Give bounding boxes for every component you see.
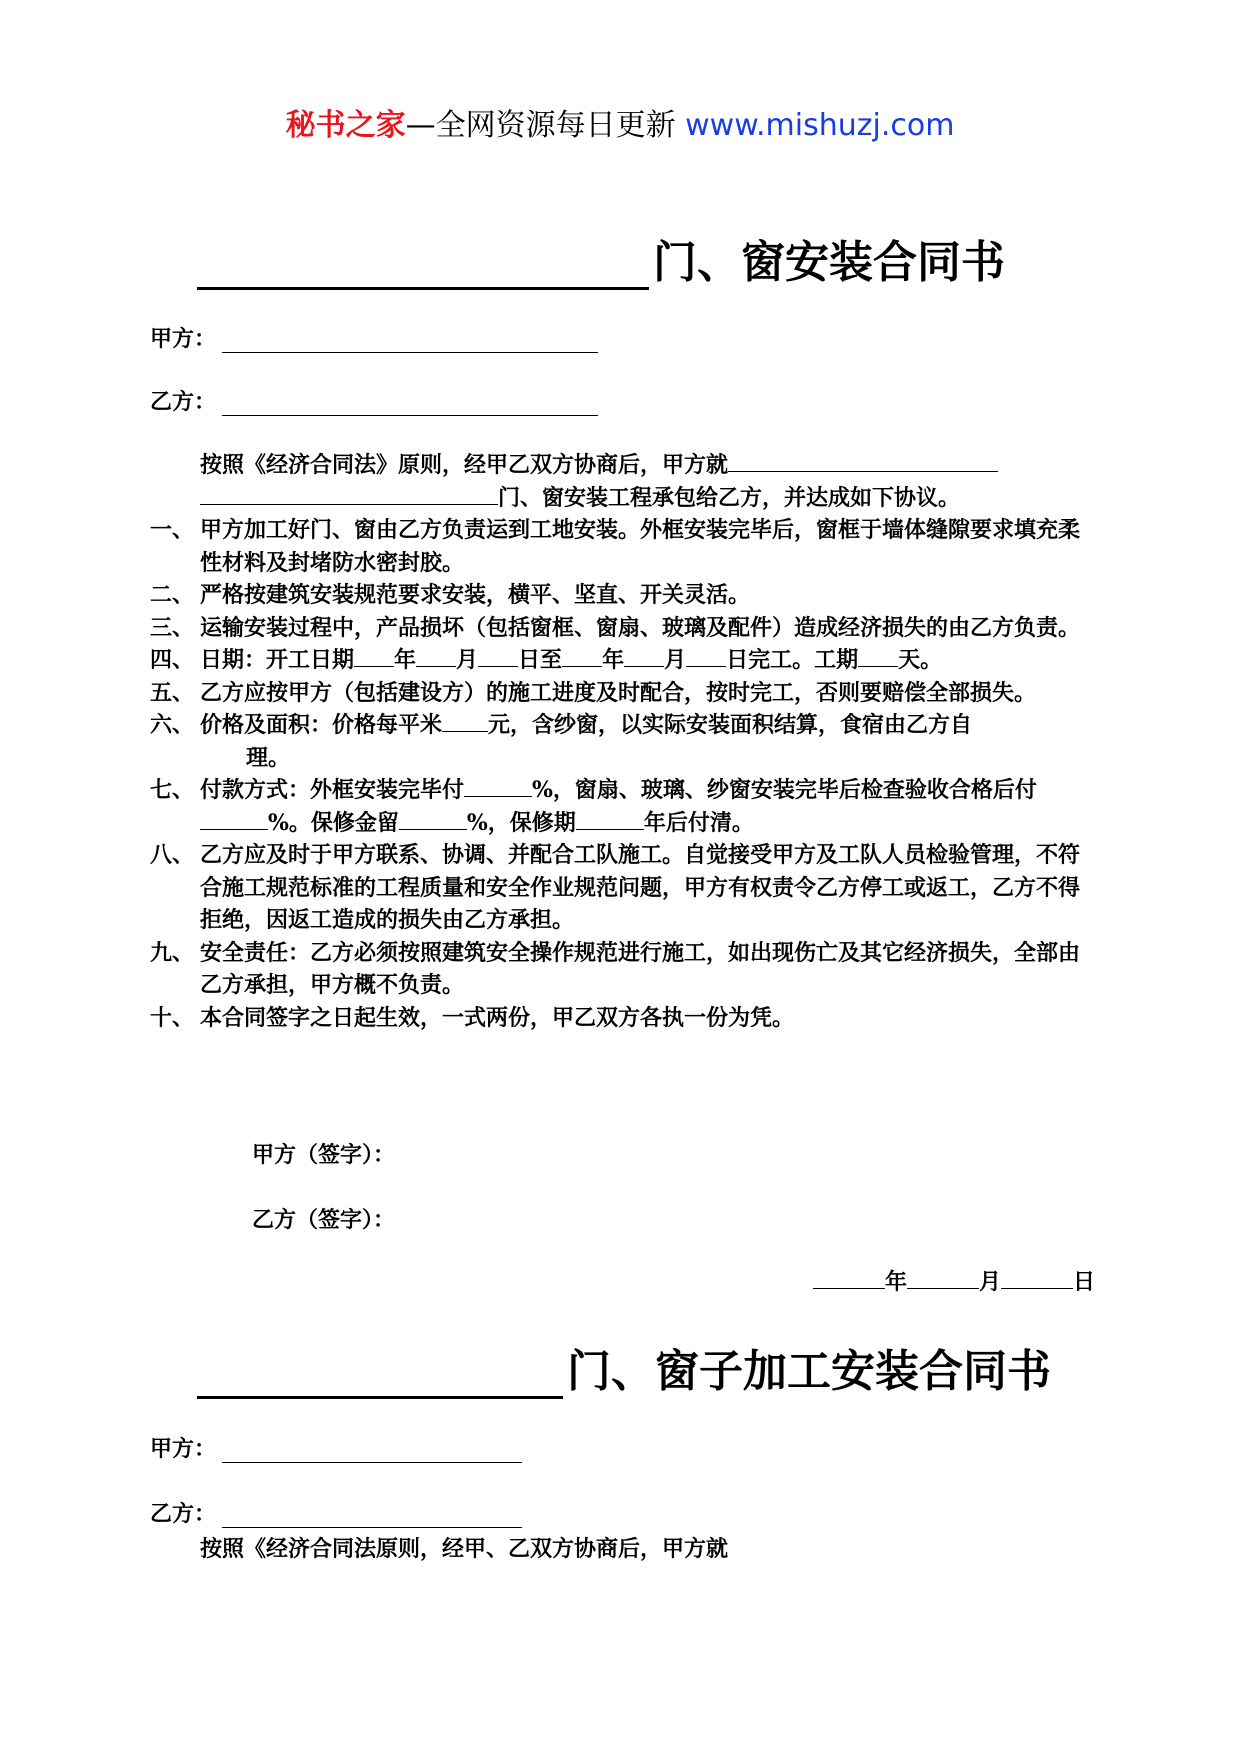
clause-text: 本合同签字之日起生效，一式两份，甲乙双方各执一份为凭。 <box>200 1004 795 1031</box>
date-year-label: 年 <box>884 1269 907 1295</box>
clause-num: 八、 <box>150 842 195 868</box>
blank <box>200 809 268 830</box>
blank <box>399 809 467 830</box>
clause-text: 运输安装过程中，产品损坏（包括窗框、窗扇、玻璃及配件）造成经济损失的由乙方负责。 <box>200 614 1081 641</box>
blank <box>416 646 456 667</box>
days-label: 天。 <box>898 647 943 673</box>
clause-num: 四、 <box>150 647 195 673</box>
party-b-label: 乙方： <box>150 1501 217 1527</box>
month-label: 月 <box>664 647 687 673</box>
title-text: 门、窗子加工安装合同书 <box>567 1346 1051 1397</box>
price-label: 价格及面积：价格每平米 <box>200 712 443 738</box>
year-label: 年 <box>394 647 417 673</box>
blank <box>576 809 644 830</box>
clause-text: 乙方应及时于甲方联系、协调、并配合工队施工。自觉接受甲方及工队人员检验管理，不符合施工规范标准的工程质量和安全作业规范问题，甲方有权责令乙方停工或返工，乙方不得拒绝，因返工造成的损失由乙方承担。 <box>200 842 1081 933</box>
date-month-label: 月 <box>978 1269 1001 1295</box>
price-end: 理。 <box>246 744 291 771</box>
clause-5 <box>150 677 1095 710</box>
month-label: 月 <box>456 647 479 673</box>
party-a-label: 甲方： <box>150 1436 217 1462</box>
intro-paragraph-2: 按照《经济合同法原则，经甲、乙双方协商后，甲方就 <box>200 1536 729 1562</box>
party-a-blank <box>222 334 598 353</box>
clause-4-dates <box>150 644 1095 677</box>
clause-num: 六、 <box>150 712 195 738</box>
title-blank-line <box>197 1360 563 1399</box>
clause-text: 安全责任：乙方必须按照建筑安全操作规范进行施工，如出现伤亡及其它经济损失，全部由乙方承担，甲方概不负责。 <box>200 939 1081 998</box>
party-a-field-2 <box>150 1432 522 1463</box>
party-b-blank <box>222 397 598 416</box>
start-date-label: 日期：开工日期 <box>200 647 355 673</box>
clause-text: 乙方应按甲方（包括建设方）的施工进度及时配合，按时完工，否则要赔偿全部损失。 <box>200 679 1037 706</box>
clause-num: 三、 <box>150 614 195 641</box>
clause-8 <box>150 839 1095 937</box>
clause-num: 一、 <box>150 517 195 543</box>
site-header <box>0 100 1240 144</box>
header-slogan: —全网资源每日更新 <box>405 108 676 143</box>
blank <box>442 711 488 732</box>
price-desc: 元，含纱窗，以实际安装面积结算，食宿由乙方自 <box>488 712 973 738</box>
party-b-blank <box>222 1509 522 1528</box>
site-url-link[interactable]: www.mishuzj.com <box>685 108 955 143</box>
brand-name: 秘书之家 <box>285 108 406 143</box>
blank <box>813 1268 885 1289</box>
payment-label: 付款方式：外框安装完毕付 <box>200 777 465 803</box>
signature-party-a: 甲方（签字）： <box>252 1142 396 1168</box>
clause-6-price <box>150 709 1095 774</box>
clause-num: 五、 <box>150 679 195 706</box>
clause-text <box>200 644 1095 677</box>
intro-line-2: 门、窗安装工程承包给乙方，并达成如下协议。 <box>498 484 961 511</box>
intro-blank-2 <box>200 484 498 505</box>
blank <box>907 1268 979 1289</box>
clause-text <box>200 774 1095 839</box>
clause-9 <box>150 937 1095 1002</box>
party-b-field <box>150 385 598 416</box>
contract-title-1 <box>197 226 1005 290</box>
party-b-label: 乙方： <box>150 389 217 415</box>
blank <box>562 646 602 667</box>
party-a-field <box>150 322 598 353</box>
payment-text: %，窗扇、玻璃、纱窗安装完毕后检查验收合格后付 <box>532 777 1037 803</box>
blank <box>624 646 664 667</box>
title-blank-line <box>197 251 649 290</box>
clause-text <box>200 709 1095 774</box>
clause-num: 十、 <box>150 1004 195 1031</box>
party-a-blank <box>222 1444 522 1463</box>
party-a-label: 甲方： <box>150 326 217 352</box>
blank <box>464 776 532 797</box>
party-b-field-2 <box>150 1497 522 1528</box>
day-to-label: 日至 <box>518 647 563 673</box>
intro-line-1: 按照《经济合同法》原则，经甲乙双方协商后，甲方就 <box>200 452 729 478</box>
blank <box>1001 1268 1073 1289</box>
clause-7-payment <box>150 774 1095 839</box>
clause-1 <box>150 514 1095 579</box>
date-day-label: 日 <box>1072 1269 1095 1295</box>
clause-10 <box>150 1002 1095 1035</box>
retention-label: %。保修金留 <box>268 809 399 836</box>
signature-party-b: 乙方（签字）： <box>252 1207 396 1233</box>
contract-body-1 <box>150 449 1095 1034</box>
blank <box>354 646 394 667</box>
payment-end: 年后付清。 <box>643 809 754 836</box>
clause-num: 二、 <box>150 582 195 608</box>
title-text: 门、窗安装合同书 <box>653 237 1005 288</box>
clause-text: 严格按建筑安装规范要求安装，横平、坚直、开关灵活。 <box>200 582 751 608</box>
blank <box>858 646 898 667</box>
intro-paragraph <box>150 449 1095 514</box>
clause-num: 七、 <box>150 777 195 803</box>
intro-blank-1 <box>728 451 998 472</box>
signing-date <box>813 1265 1095 1296</box>
clause-2 <box>150 579 1095 612</box>
contract-title-2 <box>197 1335 1051 1399</box>
blank <box>478 646 518 667</box>
year-label: 年 <box>602 647 625 673</box>
complete-label: 日完工。工期 <box>726 647 859 673</box>
clause-num: 九、 <box>150 939 195 966</box>
warranty-label: %，保修期 <box>466 809 576 836</box>
blank <box>686 646 726 667</box>
clause-3 <box>150 612 1095 645</box>
clause-text: 甲方加工好门、窗由乙方负责运到工地安装。外框安装完毕后，窗框于墙体缝隙要求填充柔性材料及封堵防水密封胶。 <box>200 517 1081 576</box>
